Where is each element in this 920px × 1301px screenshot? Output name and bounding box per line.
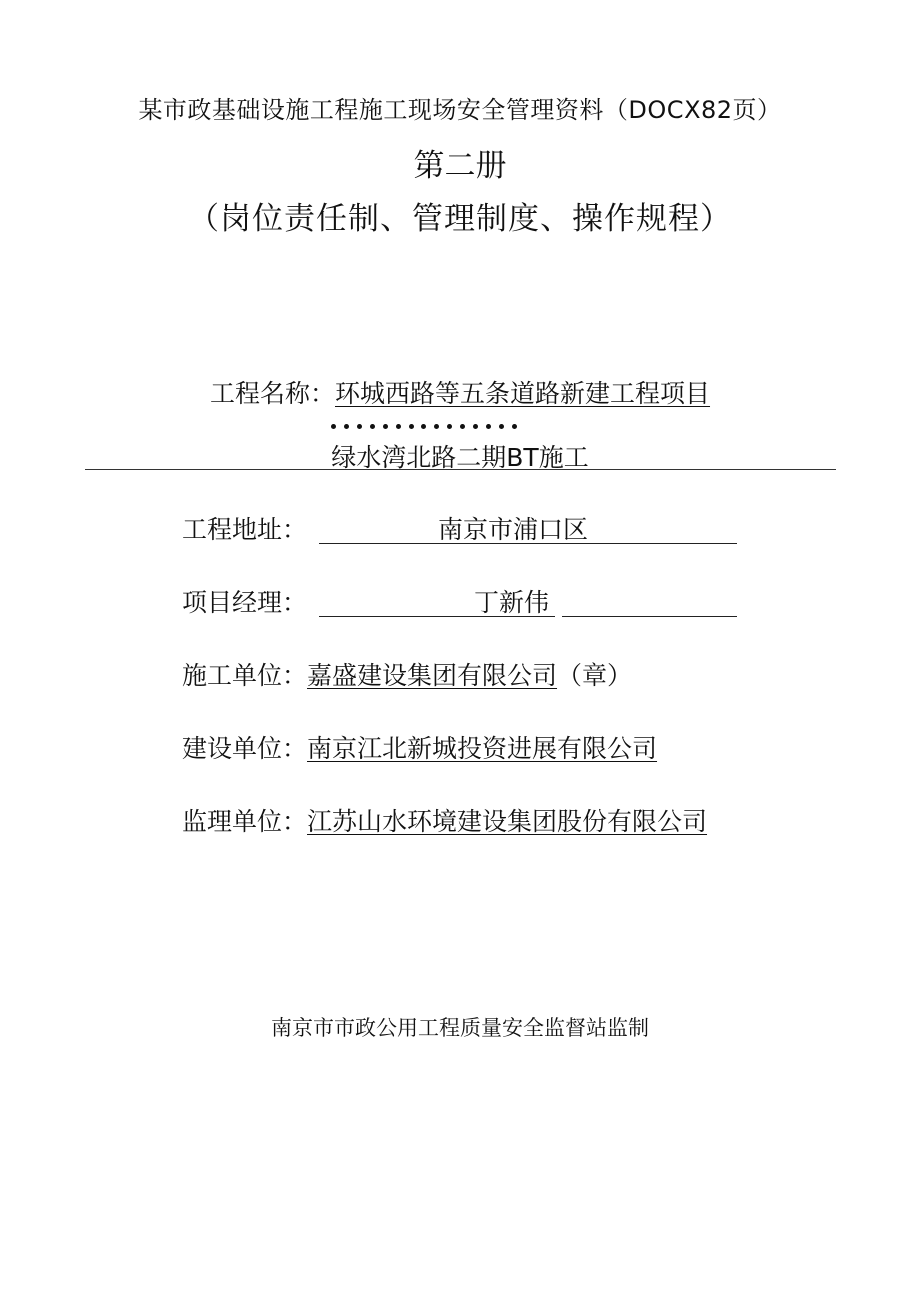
project-name-label: 工程名称： [209,379,335,408]
supervisor-value: 江苏山水环境建设集团股份有限公司 [307,807,708,836]
manager-value: 丁新伟 [474,588,550,617]
contractor-label: 施工单位： [182,661,308,690]
emphasis-dots [331,422,517,430]
contractor-row [182,659,632,693]
document-title: 某市政基础设施工程施工现场安全管理资料（DOCX82页） [138,96,782,124]
address-row [182,513,307,547]
manager-row [182,586,307,620]
document-subtitle: （岗位责任制、管理制度、操作规程） [188,201,732,237]
project-name-line1: 环城西路等五条道路新建工程项目 [335,379,711,408]
project-name-row [0,374,920,410]
project-name-underline [85,469,836,470]
owner-value: 南京江北新城投资进展有限公司 [307,734,658,763]
issuer-footer: 南京市市政公用工程质量安全监督站监制 [271,1016,649,1040]
contractor-value: 嘉盛建设集团有限公司 [307,661,558,690]
owner-label: 建设单位： [182,734,308,763]
volume-label: 第二册 [413,148,507,184]
project-name-line2: 绿水湾北路二期BT施工 [331,443,589,472]
supervisor-row [182,805,707,839]
owner-row [182,732,657,766]
manager-label: 项目经理： [182,588,308,617]
supervisor-label: 监理单位： [182,807,308,836]
manager-underline-right [562,616,737,617]
address-label: 工程地址： [182,515,308,544]
address-value: 南京市浦口区 [438,515,589,544]
contractor-seal-note: （章） [557,661,633,690]
